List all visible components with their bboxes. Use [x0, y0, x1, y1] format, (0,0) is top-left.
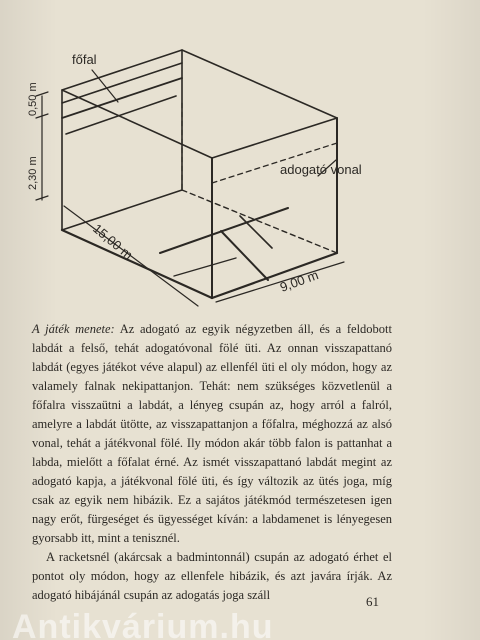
- paragraph-2: A racketsnél (akárcsak a badmintonnál) csupán az adogató érhet el pontot oly módon, hogy az ellenfele hibázik, és azt javára írják. Az adogató hibájánál csupán az adogatás joga száll: [32, 550, 392, 602]
- paragraph-1-body: Az adogató az egyik négyzetben áll, és a feldobott labdát a felső, tehát adogatóvonal fölé üti. Az onnan visszapattanó labdát (egyes játékot véve alapul) az ellenfél üti el oly módon, hogy az valamely falnak nekipattanjon. Tehát: nem szükséges közvetlenül a főfalra visszaütni a labdát, a lényeg csupán az, hogy arról a falról, amelyre a labdát ütötte, az visszapattanjon a főfalra, méghozzá az alsó vonal, tehát a játékvonal fölé. Ily módon akár több falon is pattanhat a labda, mielőtt a főfalat érné. Az ismét visszapattanó labdát megint az adogató kapja, a játékvonal fölé üti, és így változik az ütés joga, míg csak az egyik nem hibázik. Ez a sajátos játékmód természetesen igen nagy erőt, fürgeséget és ügyességet kíván: a labdamenet is lényegesen gyorsabb itt, mint a tenisznél.: [32, 322, 393, 545]
- watermark: [0, 602, 480, 640]
- top-back-edge: [212, 118, 337, 158]
- front-wall-outline: [62, 50, 182, 230]
- floor-right-edge-dashed: [182, 190, 337, 253]
- service-box-back: [174, 258, 236, 276]
- page-number: 61: [366, 594, 379, 609]
- dim-label-230: 2,30 m: [27, 156, 39, 190]
- label-fofal: főfal: [72, 52, 97, 67]
- floor-left-edge: [62, 230, 212, 298]
- half-court-line: [221, 231, 268, 280]
- dim-label-1500: 15,00 m: [90, 220, 136, 263]
- section-lead: A játék menete:: [32, 322, 115, 336]
- wall-top-line: [62, 63, 182, 103]
- short-line: [160, 208, 288, 253]
- paragraph-1: [32, 320, 392, 548]
- front-left-top: [62, 90, 212, 158]
- wall-inner-line: [66, 96, 176, 134]
- watermark-text: Antikvárium.hu: [12, 608, 274, 640]
- dim-label-050: 0,50 m: [27, 82, 39, 116]
- dim-label-900: 9,00 m: [277, 267, 321, 295]
- service-box-right: [240, 216, 272, 248]
- body-text: [32, 320, 392, 605]
- label-adogato-vonal: adogató vonal: [280, 162, 362, 177]
- side-wall-top: [182, 50, 337, 118]
